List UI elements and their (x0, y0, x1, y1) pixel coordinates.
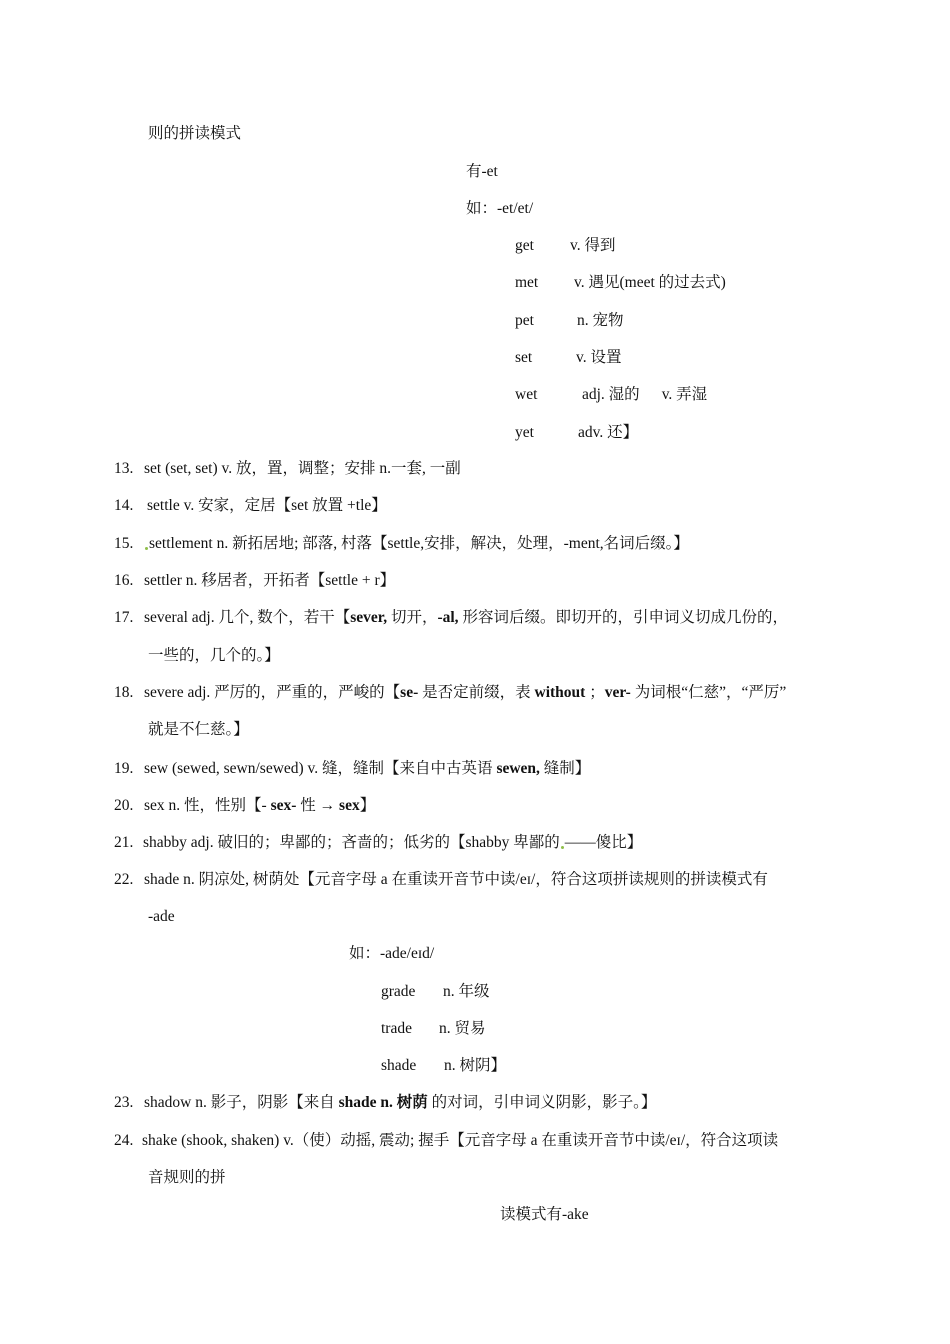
entry-21 (114, 833, 642, 853)
entry-17 (114, 608, 788, 628)
entry-bold: sex- (270, 797, 297, 814)
entry-text: shadow n. 影子，阴影【来自 (144, 1094, 339, 1111)
entry-text: set (set, set) v. 放，置，调整；安排 n.一套, 一副 (144, 460, 461, 477)
et-def: n. 宠物 (577, 312, 624, 329)
entry-number: 24. (114, 1132, 134, 1149)
entry-text: 性 → (296, 797, 340, 814)
entry-text: ； (585, 684, 605, 701)
entry-18 (114, 683, 786, 703)
entry-18-continuation: 就是不仁慈。】 (148, 721, 249, 738)
et-word: wet (515, 386, 538, 403)
entry-text: ——傻比】 (564, 834, 643, 851)
ade-row (381, 1056, 506, 1076)
entry-23 (114, 1093, 656, 1113)
entry-bold: without (534, 684, 586, 701)
et-row (515, 236, 616, 256)
entry-number: 16. (114, 572, 134, 589)
et-def: adj. 湿的 (582, 386, 640, 403)
entry-16 (114, 571, 395, 591)
entry-number: 20. (114, 797, 134, 814)
entry-22-continuation: -ade (148, 908, 175, 925)
entry-text: shabby adj. 破旧的；卑鄙的；吝啬的；低劣的【shabby 卑鄙的 (143, 834, 560, 851)
ade-word: trade (381, 1020, 412, 1037)
highlight-dot (561, 846, 564, 849)
entry-number: 13. (114, 460, 134, 477)
entry-20 (114, 796, 375, 816)
entry-24-continuation: 音规则的拼 (148, 1169, 226, 1186)
entry-17-continuation: 一些的，几个的。】 (148, 647, 280, 664)
ade-word: shade (381, 1057, 417, 1074)
entry-13 (114, 459, 461, 479)
et-def: v. 得到 (570, 237, 616, 254)
entry-text: 缝制】 (539, 760, 591, 777)
et-row (515, 311, 624, 331)
entry-text: shake (shook, shaken) v.（使）动摇, 震动; 握手【元音字母 a 在重读开音节中读/eɪ/，符合这项读 (142, 1132, 779, 1149)
et-row (515, 385, 707, 405)
entry-text: 】 (359, 797, 376, 814)
entry-number: 14. (114, 497, 134, 514)
entry-text: sew (sewed, sewn/sewed) v. 缝，缝制【来自中古英语 (144, 760, 497, 777)
entry-number: 23. (114, 1094, 134, 1111)
entry-24 (114, 1131, 778, 1151)
entry-text: 切开， (387, 609, 438, 626)
intro-tail: 则的拼读模式 (148, 125, 242, 142)
ade-def: n. 贸易 (439, 1020, 486, 1037)
entry-text: 是否定前缀，表 (418, 684, 535, 701)
entry-15 (114, 534, 689, 554)
entry-bold: -al, (437, 609, 459, 626)
et-word: get (515, 237, 534, 254)
ade-def: n. 年级 (443, 983, 490, 1000)
et-def: v. 遇见(meet 的过去式) (574, 274, 726, 291)
entry-number: 19. (114, 760, 134, 777)
ade-block-pattern: 如：-ade/eɪd/ (349, 945, 435, 962)
et-word: met (515, 274, 539, 291)
entry-bold: sewen, (496, 760, 540, 777)
entry-bold: sex (339, 797, 360, 814)
entry-text: sex n. 性，性别【- (144, 797, 271, 814)
entry-bold: n. 树荫 (380, 1094, 428, 1111)
entry-number: 17. (114, 609, 134, 626)
entry-19 (114, 759, 590, 779)
ade-row (381, 982, 490, 1002)
ake-tail: 读模式有-ake (500, 1206, 589, 1223)
entry-text: 形容词后缀。即切开的，引申词义切成几份的， (458, 609, 788, 626)
entry-number: 18. (114, 684, 134, 701)
entry-bold: ver- (604, 684, 631, 701)
entry-text: 的对词，引申词义阴影，影子。】 (427, 1094, 657, 1111)
ade-row (381, 1019, 486, 1039)
et-block-title: 有-et (466, 163, 498, 180)
et-word: pet (515, 312, 534, 329)
entry-text: severe adj. 严厉的，严重的，严峻的【 (144, 684, 401, 701)
entry-text: settler n. 移居者，开拓者【settle + r】 (144, 572, 396, 589)
entry-text: shade n. 阴凉处, 树荫处【元音字母 a 在重读开音节中读/eɪ/，符合这项拼读规则的拼读模式有 (144, 871, 768, 888)
et-row (515, 348, 622, 368)
et-word: set (515, 349, 533, 366)
et-def2: v. 弄湿 (661, 386, 708, 403)
et-def: adv. 还】 (578, 424, 639, 441)
entry-bold: se- (400, 684, 419, 701)
entry-22 (114, 870, 768, 890)
entry-text: 为词根“仁慈”，“严厉” (630, 684, 787, 701)
et-word: yet (515, 424, 534, 441)
entry-bold: sever, (350, 609, 388, 626)
et-def: v. 设置 (576, 349, 622, 366)
entry-14 (114, 496, 387, 516)
entry-number: 21. (114, 834, 134, 851)
entry-text: several adj. 几个, 数个，若干【 (144, 609, 351, 626)
highlight-dot (145, 547, 148, 550)
entry-number: 22. (114, 871, 134, 888)
ade-def: n. 树阴】 (444, 1057, 507, 1074)
entry-number: 15. (114, 535, 134, 552)
et-block-pattern: 如：-et/et/ (466, 200, 534, 217)
ade-word: grade (381, 983, 416, 1000)
entry-text: settlement n. 新拓居地; 部落, 村落【settle,安排，解决，处理，-ment,名词后缀。】 (149, 535, 689, 552)
et-row (515, 423, 638, 443)
et-row (515, 273, 726, 293)
entry-bold: shade (338, 1094, 377, 1111)
entry-text: settle v. 安家，定居【set 放置 +tle】 (147, 497, 387, 514)
